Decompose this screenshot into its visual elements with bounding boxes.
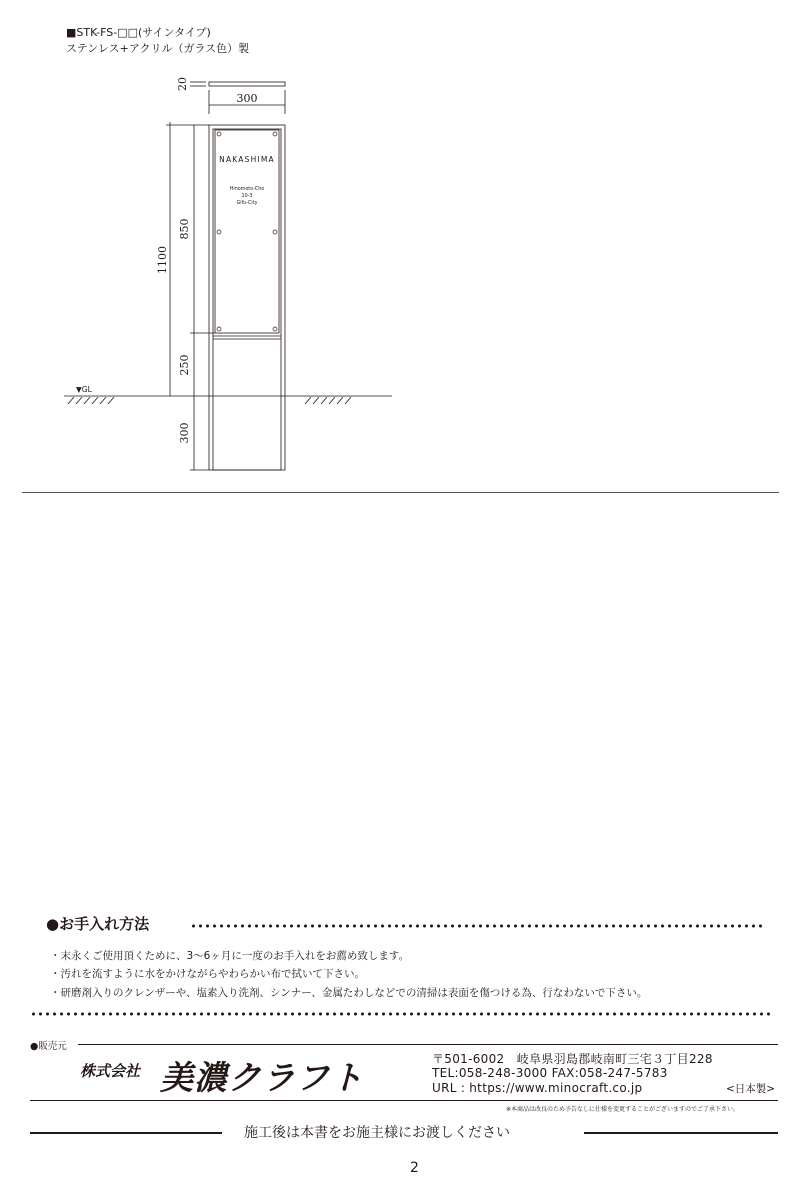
company-tel-fax: TEL:058-248-3000 FAX:058-247-5783 [432,1066,668,1080]
company-url[interactable]: URL : https://www.minocraft.co.jp [432,1081,643,1095]
sign-address-line2: 10-3 [241,194,253,199]
seller-top-rule [78,1044,778,1045]
care-bottom-dotted-line [30,1012,770,1016]
dim-total-label: 1100 [156,246,169,274]
top-view-bar [209,82,285,86]
spec-change-note: ※本商品は改良のため予告なしに仕様を変更することがございますのでご了承下さい。 [506,1106,740,1113]
page-number: 2 [410,1160,419,1176]
made-in-japan: <日本製> [726,1083,776,1095]
care-item-2: ・汚れを流すように水をかけながらやわらかい布で拭いて下さい。 [50,968,365,980]
company-prefix: 株式会社 [80,1062,141,1080]
closing-message: 施工後は本書をお施主様にお渡しください [244,1125,510,1141]
company-name: 美濃クラフト [160,1058,364,1097]
dim-width-label: 300 [236,92,258,105]
model-code: ■STK-FS-□□(サインタイプ) [66,26,211,39]
dim-top-label: 20 [176,77,189,91]
care-item-1: ・末永くご使用頂くために、3～6ヶ月に一度のお手入れをお薦め致します。 [50,950,410,962]
care-title-dotted-leader [190,924,766,928]
gl-label: ▼GL [76,385,92,394]
seller-label: ●販売元 [30,1041,67,1052]
dim-above-gl-label: 250 [178,354,191,376]
section-divider [22,492,779,493]
post-frame-outer [209,125,285,470]
sign-address-line3: Gifu-City [236,201,258,206]
company-address: 〒501-6002 岐阜県羽島郡岐南町三宅３丁目228 [432,1052,713,1066]
seller-bottom-rule [30,1100,778,1101]
technical-drawing [0,0,795,500]
closing-rule-left [30,1132,222,1134]
care-item-3: ・研磨剤入りのクレンザーや、塩素入り洗剤、シンナー、金属たわしなどでの清掃は表面を傷つける為、行なわないで下さい。 [50,987,648,999]
closing-rule-right [584,1132,778,1134]
sign-name-text: NAKASHIMA [219,155,275,164]
sign-address-line1: Hinomoto-Cho [229,187,265,192]
dim-panel-label: 850 [178,218,191,240]
post-frame-inner [213,129,281,470]
care-title: ●お手入れ方法 [46,915,150,933]
material-description: ステンレス+アクリル（ガラス色）製 [66,42,250,55]
dim-below-gl-label: 300 [178,422,191,444]
